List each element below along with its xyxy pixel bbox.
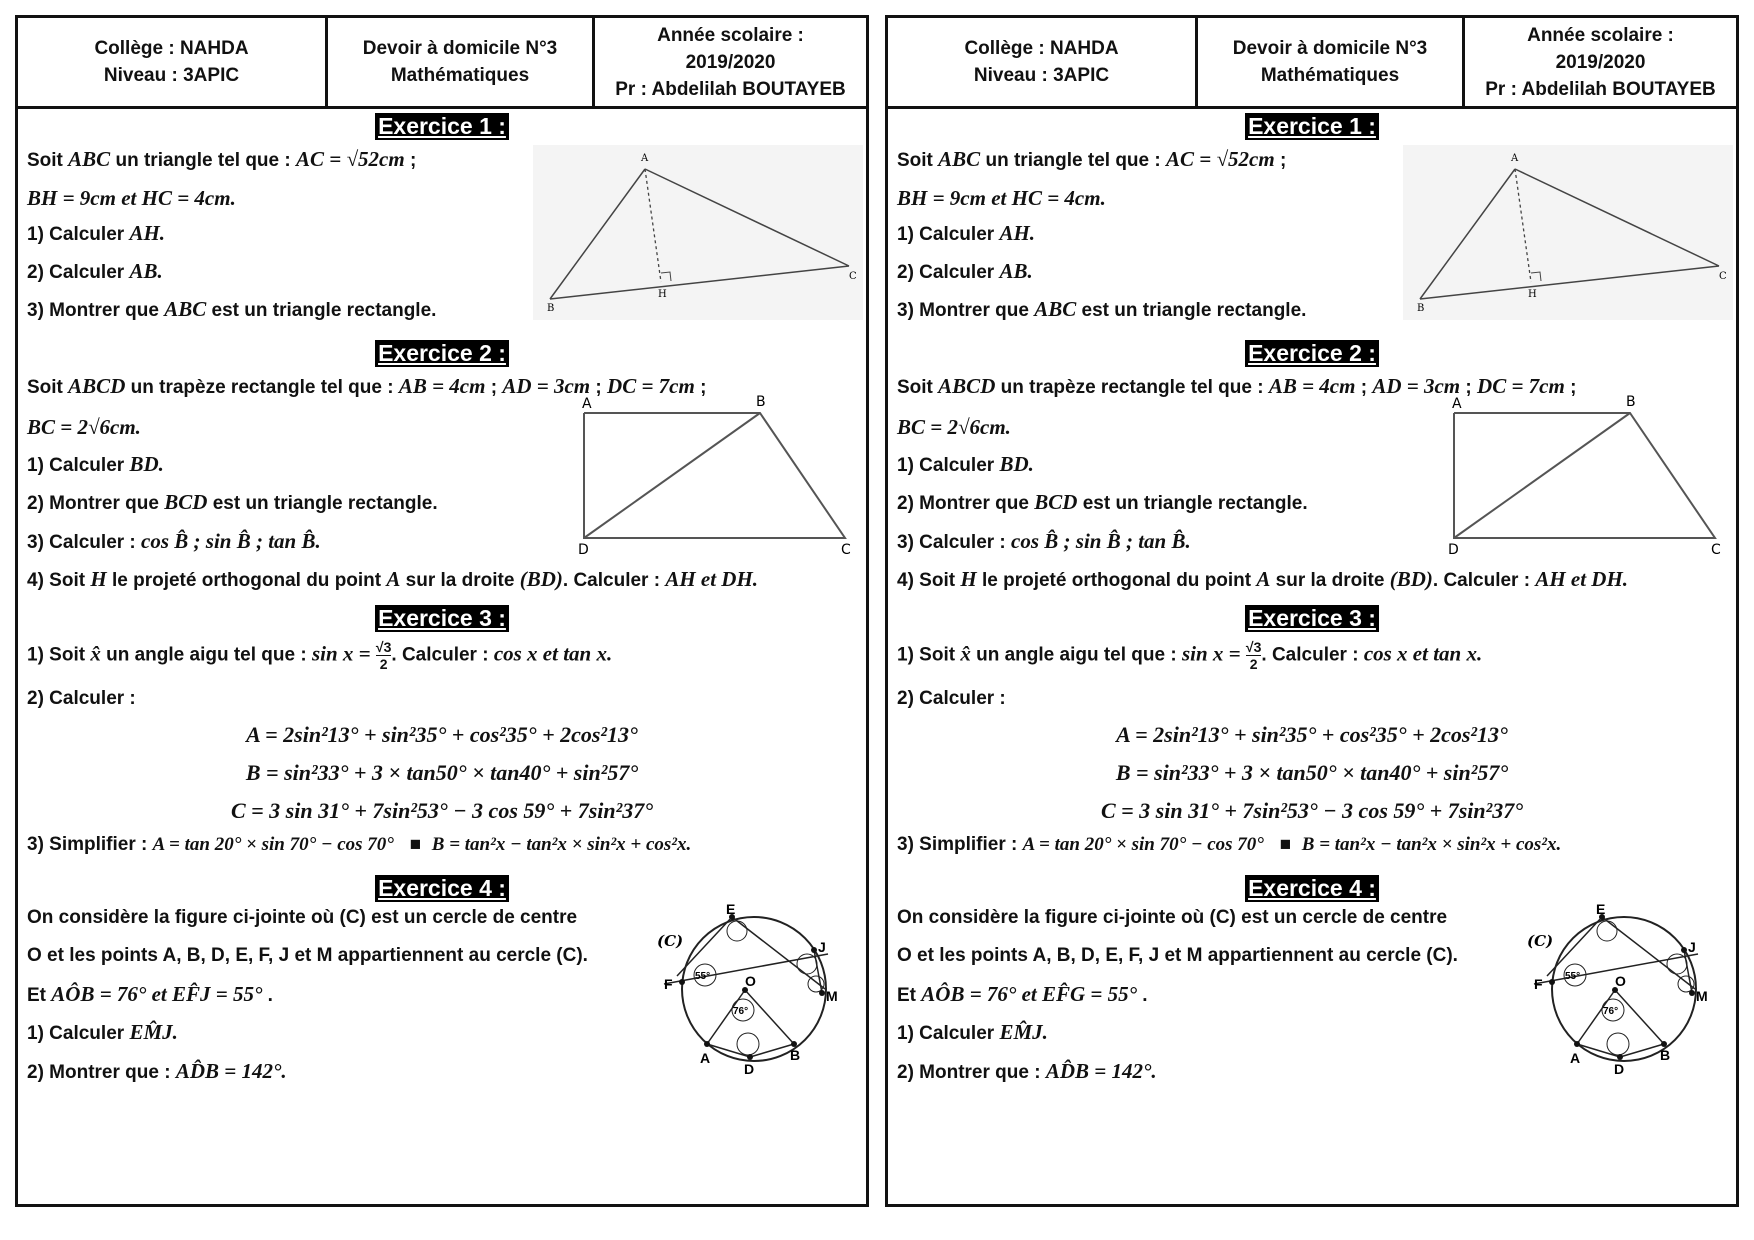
header-year-cell — [1462, 18, 1736, 106]
fraction: $\frac{√3}{2}$ — [1245, 639, 1262, 672]
header-school-cell — [888, 18, 1195, 106]
angle-label-55: 55° — [695, 971, 711, 982]
class-level: Niveau : 3APIC — [973, 65, 1110, 86]
ex1-data: BH = 9cm et HC = 4cm. — [897, 186, 1106, 210]
ex2-question-1: 1) Calculer BD. — [897, 452, 1034, 476]
subject: Mathématiques — [1260, 65, 1400, 86]
vertex-label-b: B — [756, 394, 766, 410]
ex3-question-2: 2) Calculer : — [897, 688, 1006, 709]
point-label-f: F — [1534, 976, 1543, 992]
point-label-a: A — [700, 1050, 711, 1066]
circle-figure — [650, 904, 869, 1079]
ex2-question-3: 3) Calculer : cos B̂ ; sin B̂ ; tan B̂. — [897, 529, 1191, 553]
foot-label-h: H — [1528, 289, 1537, 300]
ex3-question-2: 2) Calculer : — [27, 688, 136, 709]
equation-a: A = 2sin²13° + sin²35° + cos²35° + 2cos²13° — [1116, 722, 1508, 747]
point-label-b: B — [790, 1047, 801, 1063]
ex1-statement: Soit ABC un triangle tel que : AC = √52cm ; — [27, 147, 417, 171]
vertex-label-b: B — [547, 303, 555, 314]
point-label-f: F — [664, 976, 673, 992]
ex1-data: BH = 9cm et HC = 4cm. — [27, 186, 236, 210]
year-label: Année scolaire : — [657, 24, 804, 46]
equation-c: C = 3 sin 31° + 7sin²53° − 3 cos 59° + 7sin²37° — [230, 798, 654, 823]
triangle-abc-figure — [533, 145, 863, 320]
point-label-o: O — [745, 973, 756, 989]
ex4-statement-1: On considère la figure ci-jointe où (C) est un cercle de centre — [27, 907, 578, 928]
ex2-data: BC = 2√6cm. — [27, 415, 141, 439]
trapezoid-abcd-figure — [558, 393, 868, 558]
ex4-question-2: 2) Montrer que : AD̂B = 142°. — [27, 1059, 287, 1083]
ex4-statement-2: O et les points A, B, D, E, F, J et M appartiennent au cercle (C). — [27, 945, 588, 966]
ex1-question-2: 2) Calculer AB. — [27, 259, 163, 283]
ex3-question-1: 1) Soit x̂ un angle aigu tel que : sin x = $\frac{√3}{2}$ . Calculer : cos x et tan x. — [897, 639, 1483, 672]
exercise-content — [18, 109, 866, 1204]
point-label-m: M — [1696, 988, 1708, 1004]
vertex-label-a: A — [1452, 396, 1462, 412]
equation-a: A = 2sin²13° + sin²35° + cos²35° + 2cos²13° — [246, 722, 638, 747]
ex4-statement-1: On considère la figure ci-jointe où (C) est un cercle de centre — [897, 907, 1448, 928]
point-label-j: J — [1688, 939, 1696, 955]
school-year: 2019/2020 — [685, 51, 776, 73]
point-label-d: D — [744, 1061, 755, 1077]
ex2-data: BC = 2√6cm. — [897, 415, 1011, 439]
assignment-title: Devoir à domicile N°3 — [1232, 38, 1428, 59]
teacher-name: Pr : Abdelilah BOUTAYEB — [1485, 78, 1716, 100]
subject: Mathématiques — [390, 65, 530, 86]
class-level: Niveau : 3APIC — [103, 65, 240, 86]
school-name: Collège : NAHDA — [94, 38, 249, 59]
circle-figure — [1520, 904, 1739, 1079]
triangle-abc-figure — [1403, 145, 1733, 320]
vertex-label-a: A — [1511, 153, 1519, 164]
point-label-b: B — [1660, 1047, 1671, 1063]
ex3-question-3: 3) Simplifier : A = tan 20° × sin 70° − cos 70° ■ B = tan²x − tan²x × sin²x + cos²x. — [27, 834, 692, 855]
ex4-question-1: 1) Calculer EM̂J. — [27, 1020, 178, 1044]
vertex-label-b: B — [1417, 303, 1425, 314]
school-year: 2019/2020 — [1555, 51, 1646, 73]
vertex-label-c: C — [841, 542, 851, 558]
point-label-a: A — [1570, 1050, 1581, 1066]
vertex-label-a: A — [641, 153, 649, 164]
assignment-title: Devoir à domicile N°3 — [362, 38, 558, 59]
exercise-2-title: Exercice 2 : — [888, 340, 1736, 367]
ex2-question-1: 1) Calculer BD. — [27, 452, 164, 476]
worksheet-left — [15, 15, 869, 1207]
point-label-e: E — [726, 904, 736, 917]
ex4-statement-2: O et les points A, B, D, E, F, J et M appartiennent au cercle (C). — [897, 945, 1458, 966]
worksheet-right — [885, 15, 1739, 1207]
ex2-question-4: 4) Soit H le projeté orthogonal du point A sur la droite (BD). Calculer : AH et DH. — [897, 567, 1629, 591]
point-label-o: O — [1615, 973, 1626, 989]
trapezoid-abcd-figure — [1428, 393, 1738, 558]
ex4-statement-3: Et AÔB = 76° et EF̂J = 55° . — [27, 982, 273, 1006]
point-label-m: M — [826, 988, 838, 1004]
equation-b: B = sin²33° + 3 × tan50° × tan40° + sin²57° — [1115, 760, 1509, 785]
exercise-3-title: Exercice 3 : — [18, 605, 866, 632]
header-table — [18, 18, 866, 109]
exercise-4-title: Exercice 4 : — [888, 875, 1736, 902]
ex3-question-1: 1) Soit x̂ un angle aigu tel que : sin x = $\frac{√3}{2}$ . Calculer : cos x et tan x. — [27, 639, 613, 672]
equation-b: B = sin²33° + 3 × tan50° × tan40° + sin²57° — [245, 760, 639, 785]
exercise-4-title: Exercice 4 : — [18, 875, 866, 902]
exercise-1-title: Exercice 1 : — [888, 113, 1736, 140]
ex2-question-2: 2) Montrer que BCD est un triangle rectangle. — [897, 490, 1308, 514]
vertex-label-c: C — [1711, 542, 1721, 558]
vertex-label-d: D — [578, 542, 589, 558]
exercise-1-title: Exercice 1 : — [18, 113, 866, 140]
exercise-3-title: Exercice 3 : — [888, 605, 1736, 632]
equation-c: C = 3 sin 31° + 7sin²53° − 3 cos 59° + 7sin²37° — [1100, 798, 1524, 823]
exercise-2-title: Exercice 2 : — [18, 340, 866, 367]
ex2-statement: Soit ABCD un trapèze rectangle tel que : AB = 4cm ; AD = 3cm ; DC = 7cm ; — [897, 374, 1577, 398]
ex1-question-1: 1) Calculer AH. — [897, 221, 1036, 245]
header-title-cell — [1195, 18, 1462, 106]
school-name: Collège : NAHDA — [964, 38, 1119, 59]
year-label: Année scolaire : — [1527, 24, 1674, 46]
ex1-statement: Soit ABC un triangle tel que : AC = √52cm ; — [897, 147, 1287, 171]
ex2-question-4: 4) Soit H le projeté orthogonal du point A sur la droite (BD). Calculer : AH et DH. — [27, 567, 759, 591]
ex4-question-2: 2) Montrer que : AD̂B = 142°. — [897, 1059, 1157, 1083]
header-year-cell — [592, 18, 866, 106]
ex4-question-1: 1) Calculer EM̂J. — [897, 1020, 1048, 1044]
vertex-label-a: A — [582, 396, 592, 412]
angle-label-55: 55° — [1565, 971, 1581, 982]
ex2-statement: Soit ABCD un trapèze rectangle tel que : AB = 4cm ; AD = 3cm ; DC = 7cm ; — [27, 374, 707, 398]
header-table — [888, 18, 1736, 109]
ex2-question-2: 2) Montrer que BCD est un triangle rectangle. — [27, 490, 438, 514]
ex3-question-3: 3) Simplifier : A = tan 20° × sin 70° − cos 70° ■ B = tan²x − tan²x × sin²x + cos²x. — [897, 834, 1562, 855]
fraction: $\frac{√3}{2}$ — [375, 639, 392, 672]
point-label-e: E — [1596, 904, 1606, 917]
exercise-content — [888, 109, 1736, 1204]
point-label-d: D — [1614, 1061, 1625, 1077]
angle-label-76: 76° — [1603, 1006, 1619, 1017]
ex1-question-2: 2) Calculer AB. — [897, 259, 1033, 283]
vertex-label-d: D — [1448, 542, 1459, 558]
ex1-question-3: 3) Montrer que ABC est un triangle rectangle. — [897, 297, 1307, 321]
ex1-question-1: 1) Calculer AH. — [27, 221, 166, 245]
header-school-cell — [18, 18, 325, 106]
point-label-j: J — [818, 939, 826, 955]
teacher-name: Pr : Abdelilah BOUTAYEB — [615, 78, 846, 100]
foot-label-h: H — [658, 289, 667, 300]
ex2-question-3: 3) Calculer : cos B̂ ; sin B̂ ; tan B̂. — [27, 529, 321, 553]
header-title-cell — [325, 18, 592, 106]
ex4-statement-3: Et AÔB = 76° et EF̂G = 55° . — [897, 982, 1148, 1006]
vertex-label-c: C — [1719, 271, 1727, 282]
angle-label-76: 76° — [733, 1006, 749, 1017]
circle-label-c: (C) — [1527, 932, 1554, 950]
vertex-label-c: C — [849, 271, 857, 282]
ex1-question-3: 3) Montrer que ABC est un triangle rectangle. — [27, 297, 437, 321]
vertex-label-b: B — [1626, 394, 1636, 410]
circle-label-c: (C) — [657, 932, 684, 950]
